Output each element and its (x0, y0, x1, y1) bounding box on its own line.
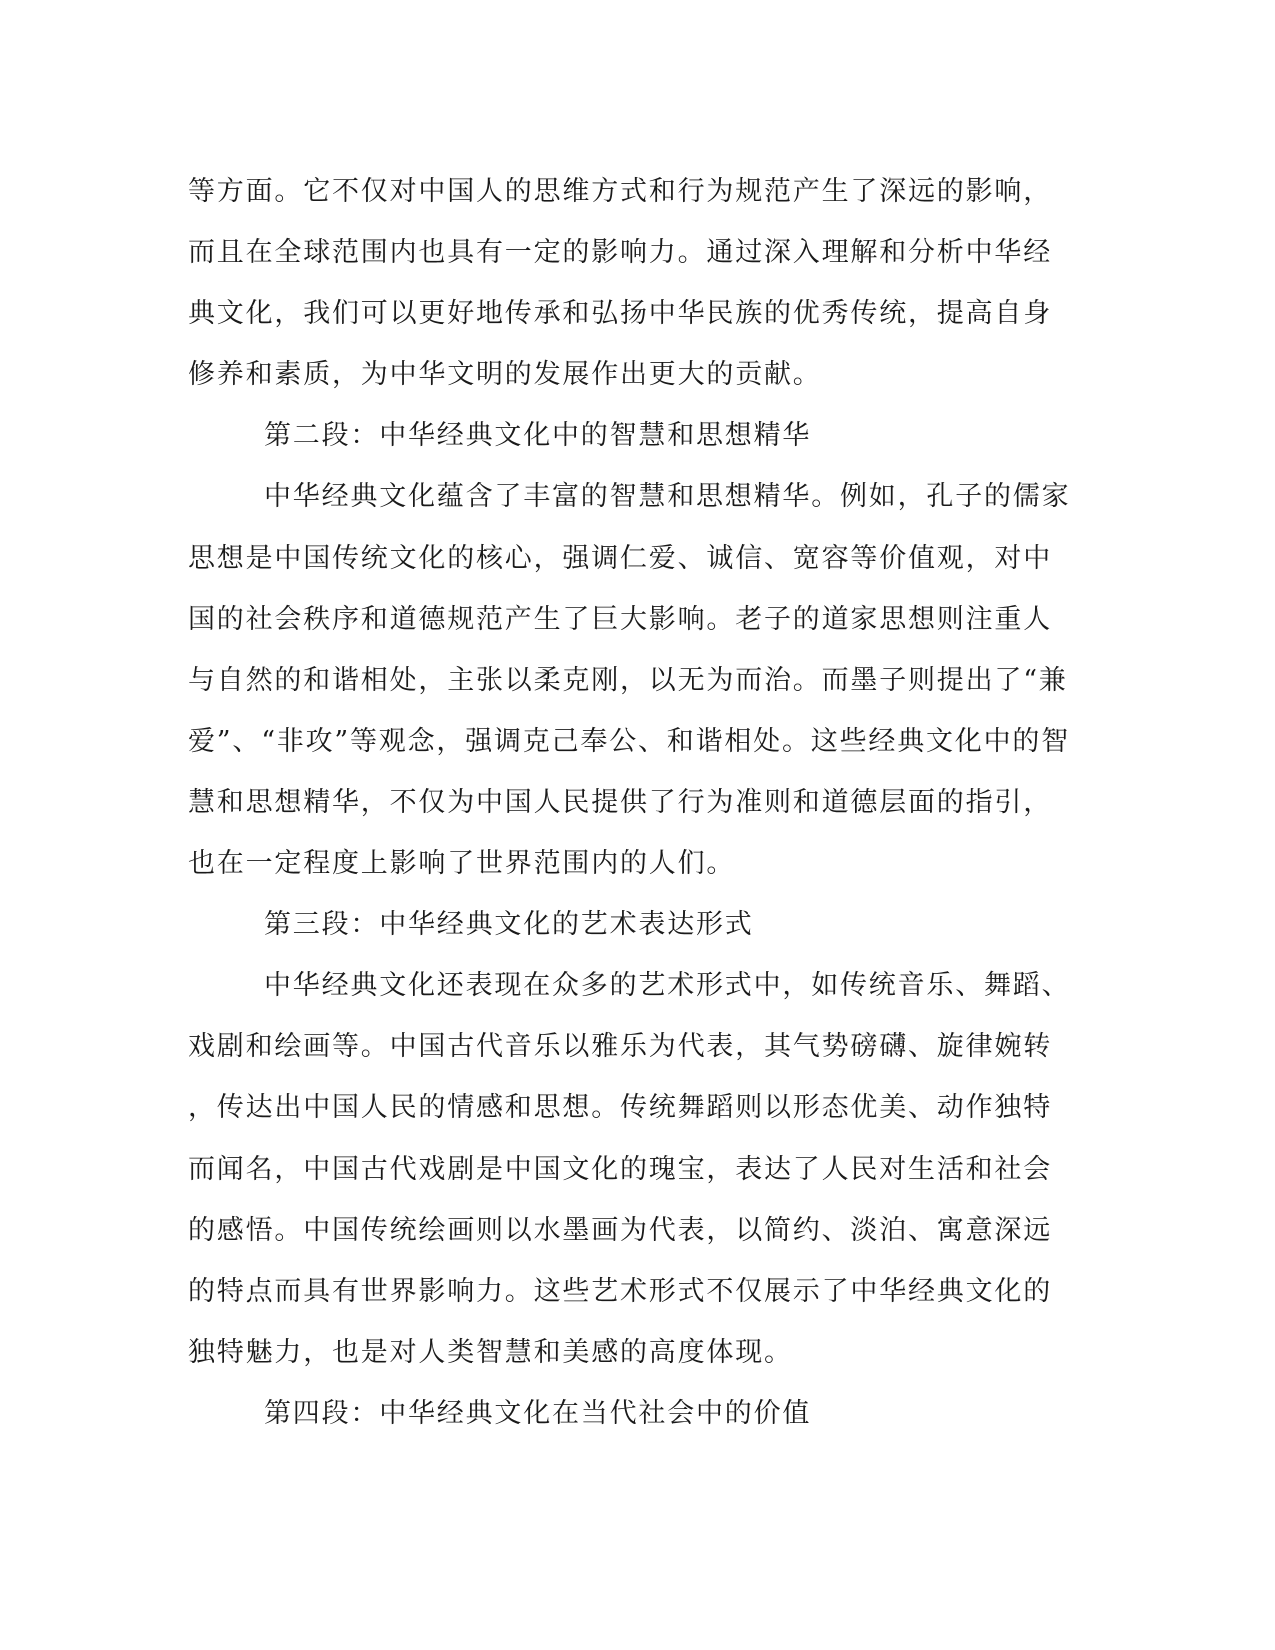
text-line: 独特魅力，也是对人类智慧和美感的高度体现。 (188, 1336, 793, 1368)
text-line: 与自然的和谐相处，主张以柔克刚，以无为而治。而墨子则提出了“兼 (188, 664, 1068, 696)
text-line: 国的社会秩序和道德规范产生了巨大影响。老子的道家思想则注重人 (188, 603, 1052, 635)
text-line: 中华经典文化蕴含了丰富的智慧和思想精华。例如，孔子的儒家 (264, 481, 1071, 513)
text-line: ，传达出中国人民的情感和思想。传统舞蹈则以形态优美、动作独特 (188, 1092, 1052, 1124)
text-line: 也在一定程度上影响了世界范围内的人们。 (188, 848, 736, 880)
text-line: 爱”、“非攻”等观念，强调克己奉公、和谐相处。这些经典文化中的智 (188, 725, 1071, 757)
text-line: 而且在全球范围内也具有一定的影响力。通过深入理解和分析中华经 (188, 237, 1052, 269)
text-line: 戏剧和绘画等。中国古代音乐以雅乐为代表，其气势磅礴、旋律婉转 (188, 1031, 1052, 1063)
text-line: 慧和思想精华，不仅为中国人民提供了行为准则和道德层面的指引， (188, 786, 1052, 818)
text-line: 等方面。它不仅对中国人的思维方式和行为规范产生了深远的影响， (188, 176, 1052, 207)
text-line: 的特点而具有世界影响力。这些艺术形式不仅展示了中华经典文化的 (188, 1275, 1052, 1307)
text-line: 中华经典文化还表现在众多的艺术形式中，如传统音乐、舞蹈、 (264, 970, 1071, 1002)
document-page (188, 161, 1071, 1444)
section-heading: 第二段：中华经典文化中的智慧和思想精华 (264, 420, 812, 452)
text-line: 的感悟。中国传统绘画则以水墨画为代表，以简约、淡泊、寓意深远 (188, 1214, 1052, 1246)
section-heading: 第四段：中华经典文化在当代社会中的价值 (264, 1397, 812, 1429)
section-heading: 第三段：中华经典文化的艺术表达形式 (264, 909, 754, 941)
text-line: 修养和素质，为中华文明的发展作出更大的贡献。 (188, 359, 822, 391)
text-line: 而闻名，中国古代戏剧是中国文化的瑰宝，表达了人民对生活和社会 (188, 1153, 1052, 1185)
text-line: 典文化，我们可以更好地传承和弘扬中华民族的优秀传统，提高自身 (188, 298, 1052, 330)
text-line: 思想是中国传统文化的核心，强调仁爱、诚信、宽容等价值观，对中 (188, 542, 1052, 574)
